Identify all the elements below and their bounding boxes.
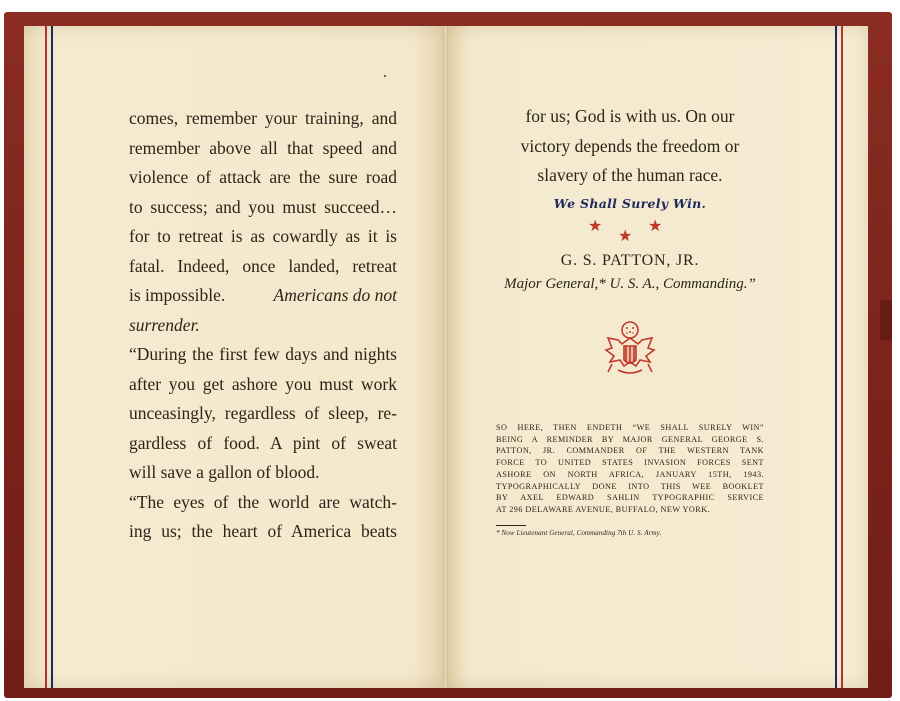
signer-name: G. S. PATTON, JR. xyxy=(560,252,700,269)
text-line: victory depends the freedom or xyxy=(520,135,740,156)
text-line: “During the first few days and nights xyxy=(129,344,397,364)
colophon-line: BEING A REMINDER BY MAJOR GENERAL GEORGE S. xyxy=(496,434,764,444)
eagle-seal-icon xyxy=(598,318,662,382)
motto: We Shall Surely Win. xyxy=(553,196,707,211)
colophon-line: FORCE TO UNITED STATES INVASION FORCES SENT xyxy=(496,458,764,468)
text-line-italic: surrender. xyxy=(129,314,200,335)
text-fragment: is impossible. xyxy=(129,285,226,305)
text-line: fatal. Indeed, once landed, retreat xyxy=(129,255,397,276)
text-line-mixed xyxy=(129,281,397,311)
text-line: to success; and you must succeed… xyxy=(129,196,397,217)
colophon-line: SO HERE, THEN ENDETH “WE SHALL SURELY WIN” xyxy=(496,423,764,432)
star-icon: ★ xyxy=(588,216,603,235)
cover-stain xyxy=(880,300,892,340)
text-line: gardless of food. A pint of sweat xyxy=(129,432,397,453)
text-line: violence of attack are the sure road xyxy=(129,167,397,187)
star-icon: ★ xyxy=(648,216,663,235)
text-line: ing us; the heart of America beats xyxy=(129,521,397,541)
text-line: unceasingly, regardless of sleep, re- xyxy=(129,403,397,423)
colophon-line: TYPOGRAPHICALLY DONE INTO THIS WEE BOOKLET xyxy=(496,481,764,491)
text-line: comes, remember your training, and xyxy=(129,108,397,128)
colophon-line: AT 296 DELAWARE AVENUE, BUFFALO, NEW YORK. xyxy=(496,504,711,514)
left-red-stripe xyxy=(45,26,47,688)
book-gutter xyxy=(443,26,448,688)
text-line: slavery of the human race. xyxy=(537,165,723,185)
footnote: * Now Lieutenant General, Commanding 7th U. S. Army. xyxy=(496,529,662,537)
signer-title: Major General,* U. S. A., Commanding.” xyxy=(504,276,756,292)
colophon-line: ASHORE ON NORTH AFRICA, JANUARY 15TH, 1943. xyxy=(496,469,764,479)
star-icon: ★ xyxy=(618,226,633,245)
text-fragment-italic: Americans do not xyxy=(273,285,397,305)
text-line: will save a gallon of blood. xyxy=(129,462,320,482)
footnote-rule xyxy=(496,525,526,526)
ink-speck xyxy=(384,75,386,77)
colophon-line: BY AXEL EDWARD SAHLIN TYPOGRAPHIC SERVICE xyxy=(496,493,764,503)
left-page-text xyxy=(129,104,397,547)
right-blue-stripe xyxy=(835,26,837,688)
left-blue-stripe xyxy=(51,26,53,688)
colophon-line: PATTON, JR. COMMANDER OF THE WESTERN TANK xyxy=(496,446,764,456)
right-red-stripe xyxy=(841,26,843,688)
stars-group xyxy=(588,218,678,246)
text-line: for to retreat is as cowardly as it is xyxy=(129,226,397,246)
text-line: for us; God is with us. On our xyxy=(525,106,735,126)
text-line: “The eyes of the world are watch- xyxy=(129,491,397,512)
colophon xyxy=(496,422,764,516)
text-line: after you get ashore you must work xyxy=(129,373,397,394)
text-line: remember above all that speed and xyxy=(129,137,397,158)
right-page-text xyxy=(480,102,780,191)
